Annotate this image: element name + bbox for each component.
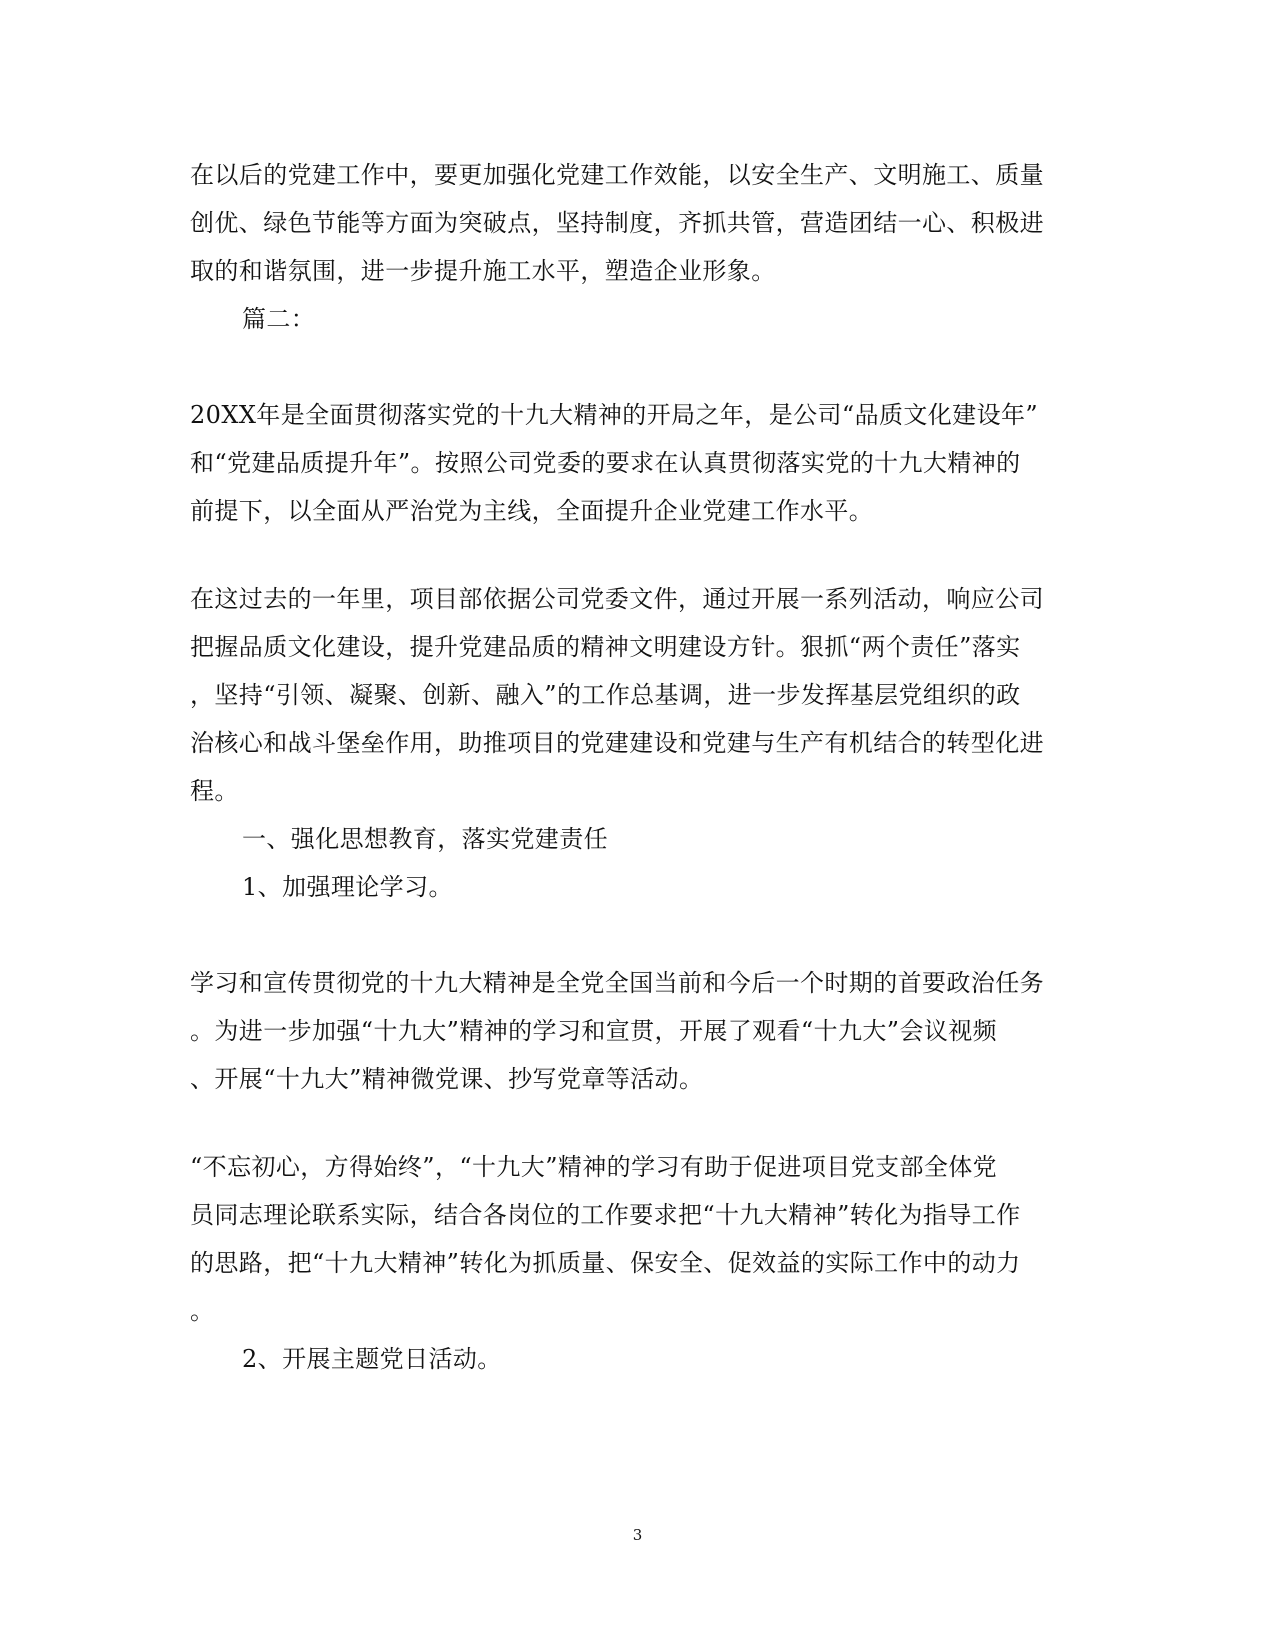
body-text-line: 的思路，把“十九大精神”转化为抓质量、保安全、促效益的实际工作中的动力 [190, 1249, 1021, 1277]
body-text-line: 取的和谐氛围，进一步提升施工水平，塑造企业形象。 [190, 257, 776, 285]
body-text-line: 创优、绿色节能等方面为突破点，坚持制度，齐抓共管，营造团结一心、积极进 [190, 209, 1044, 237]
page-number: 3 [632, 1526, 643, 1544]
body-text-line: 在这过去的一年里，项目部依据公司党委文件，通过开展一系列活动，响应公司 [190, 585, 1044, 613]
subsection-heading: 1、加强理论学习。 [242, 873, 453, 901]
body-text-line: 学习和宣传贯彻党的十九大精神是全党全国当前和今后一个时期的首要政治任务 [190, 969, 1044, 997]
body-text-line: 员同志理论联系实际，结合各岗位的工作要求把“十九大精神”转化为指导工作 [190, 1201, 1021, 1229]
body-text-line: ，坚持“引领、凝聚、创新、融入”的工作总基调，进一步发挥基层党组织的政 [190, 681, 1021, 709]
body-text-line: 。为进一步加强“十九大”精神的学习和宣贯，开展了观看“十九大”会议视频 [190, 1017, 998, 1045]
body-text-line: 20XX年是全面贯彻落实党的十九大精神的开局之年，是公司“品质文化建设年” [190, 401, 1039, 429]
section-label: 篇二： [242, 305, 316, 333]
body-text-line: 和“党建品质提升年”。按照公司党委的要求在认真贯彻落实党的十九大精神的 [190, 449, 1021, 477]
subsection-heading: 2、开展主题党日活动。 [242, 1345, 502, 1373]
body-text-line: “不忘初心，方得始终”，“十九大”精神的学习有助于促进项目党支部全体党 [190, 1153, 998, 1181]
body-text-line: 前提下，以全面从严治党为主线，全面提升企业党建工作水平。 [190, 497, 874, 525]
body-text-line: 程。 [190, 777, 239, 805]
body-text-line: 、开展“十九大”精神微党课、抄写党章等活动。 [190, 1065, 704, 1093]
body-text-line: 在以后的党建工作中，要更加强化党建工作效能，以安全生产、文明施工、质量 [190, 161, 1044, 189]
body-text-line: 治核心和战斗堡垒作用，助推项目的党建建设和党建与生产有机结合的转型化进 [190, 729, 1044, 757]
section-heading: 一、强化思想教育，落实党建责任 [242, 825, 608, 853]
body-text-line: 把握品质文化建设，提升党建品质的精神文明建设方针。狠抓“两个责任”落实 [190, 633, 1021, 661]
body-text-line: 。 [190, 1297, 215, 1325]
